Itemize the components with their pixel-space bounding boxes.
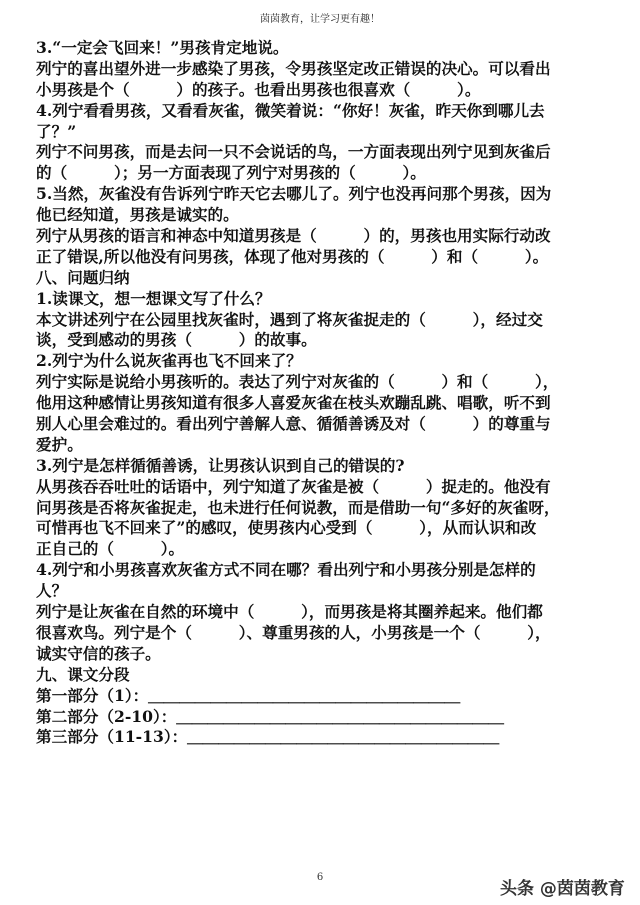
text-line: 诚实守信的孩子。 [36,643,161,663]
text-line: 问男孩是否将灰雀捉走，也未进行任何说教，而是借助一句“多好的灰雀呀， [36,497,560,517]
text-line: 他用这种感情让男孩知道有很多人喜爱灰雀在枝头欢蹦乱跳、唱歌，听不到 [36,393,551,413]
text-line: 3.“一定会飞回来！”男孩肯定地说。 [36,38,289,57]
worksheet-body [36,38,606,748]
text-line: 别人心里会难过的。看出列宁善解人意、循循善诱及对（ ）的尊重与 [36,414,551,434]
watermark: 头条 @茵茵教育 [500,879,625,899]
fill-line-part-3: 第三部分（11-13）：＿＿＿＿＿＿＿＿＿＿＿＿＿＿＿＿＿＿＿＿ [36,727,500,747]
text-line: 本文讲述列宁在公园里找灰雀时，遇到了将灰雀捉走的（ ），经过交 [36,309,543,329]
question: 4.列宁和小男孩喜欢灰雀方式不同在哪？看出列宁和小男孩分别是怎样的 [36,560,536,580]
text-line: 很喜欢鸟。列宁是个（ ）、尊重男孩的人，小男孩是一个（ ）， [36,622,551,642]
text-line: 列宁是让灰雀在自然的环境中（ ），而男孩是将其圈养起来。他们都 [36,602,543,622]
text-line: 人？ [36,581,68,601]
fill-line-part-1: 第一部分（1）：＿＿＿＿＿＿＿＿＿＿＿＿＿＿＿＿＿＿＿＿ [36,685,461,705]
text-line: 爱护。 [36,434,83,454]
text-line: 正自己的（ ）。 [36,539,185,559]
text-line: 4.列宁看看男孩，又看看灰雀，微笑着说：“你好！灰雀，昨天你到哪儿去 [36,100,545,120]
page-header: 茵茵教育，让学习更有趣！ [260,14,380,25]
text-line: 了？” [36,121,77,141]
text-line: 谈，受到感动的男孩（ ）的故事。 [36,330,317,350]
question: 3.列宁是怎样循循善诱，让男孩认识到自己的错误的? [36,455,405,475]
page-number: 6 [316,872,324,883]
text-line: 列宁实际是说给小男孩听的。表达了列宁对灰雀的（ ）和（ ）， [36,372,559,392]
text-line: 5.当然，灰雀没有告诉列宁昨天它去哪儿了。列宁也没再问那个男孩，因为 [36,184,552,204]
text-line: 列宁不问男孩，而是去问一只不会说话的鸟，一方面表现出列宁见到灰雀后 [36,142,551,162]
text-line: 他已经知道，男孩是诚实的。 [36,205,239,225]
text-line: 列宁从男孩的语言和神态中知道男孩是（ ）的，男孩也用实际行动改 [36,226,551,246]
question: 1.读课文，想一想课文写了什么？ [36,288,271,308]
text-line: 小男孩是个（ ）的孩子。也看出男孩也很喜欢（ ）。 [36,79,481,99]
text-line: 从男孩吞吞吐吐的话语中，列宁知道了灰雀是被（ ）捉走的。他没有 [36,476,551,496]
text-line: 正了错误,所以他没有问男孩，体现了他对男孩的（ ）和（ ）。 [36,246,549,266]
text-line: 可惜再也飞不回来了”的感叹，使男孩内心受到（ ），从而认识和改 [36,518,537,538]
fill-line-part-2: 第二部分（2-10）：＿＿＿＿＿＿＿＿＿＿＿＿＿＿＿＿＿＿＿＿＿ [36,706,504,726]
text-line: 列宁的喜出望外进一步感染了男孩，令男孩坚定改正错误的决心。可以看出 [36,58,551,78]
section-heading: 九、课文分段 [36,664,130,684]
section-heading: 八、问题归纳 [36,267,130,287]
text-line: 的（ ）；另一方面表现了列宁对男孩的（ ）。 [36,163,426,183]
question: 2.列宁为什么说灰雀再也飞不回来了？ [36,351,302,371]
